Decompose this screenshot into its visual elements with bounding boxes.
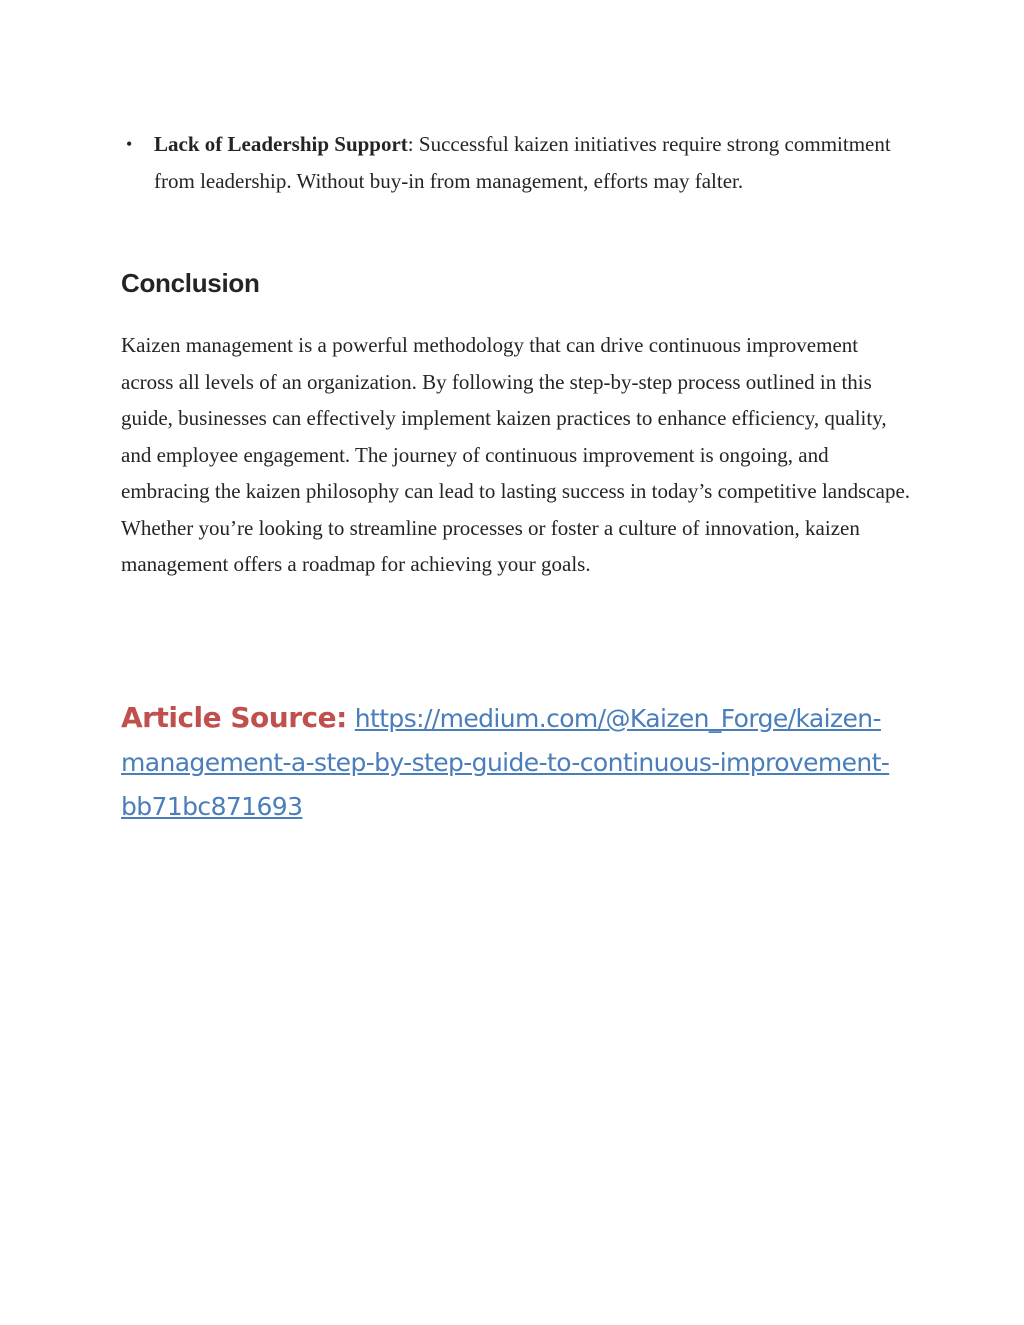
bullet-text: Successful kaizen initiatives require strong commitment from leadership. Without buy-in from management, efforts may falter. <box>154 132 891 193</box>
bullet-separator: : <box>407 132 414 156</box>
bullet-icon: • <box>126 134 133 154</box>
article-source <box>121 696 911 829</box>
conclusion-paragraph: Kaizen management is a powerful methodology that can drive continuous improvement across all levels of an organization. By following the step-by-step process outlined in this guide, businesses can effectively implement kaizen practices to enhance efficiency, quality, and employee engagement. The journey of continuous improvement is ongoing, and embracing the kaizen philosophy can lead to lasting success in today’s competitive landscape. Whether you’re looking to streamline processes or foster a culture of innovation, kaizen management offers a roadmap for achieving your goals. <box>121 333 911 576</box>
bullet-term: Lack of Leadership Support <box>154 132 408 156</box>
source-link[interactable]: https://medium.com/@Kaizen_Forge/kaizen-management-a-step-by-step-guide-to-continuous-improvement-bb71bc871693 <box>121 704 890 821</box>
bullet-list <box>120 126 910 199</box>
section-heading: Conclusion <box>121 268 260 298</box>
source-label: Article Source: <box>121 701 347 734</box>
list-item <box>120 126 910 199</box>
